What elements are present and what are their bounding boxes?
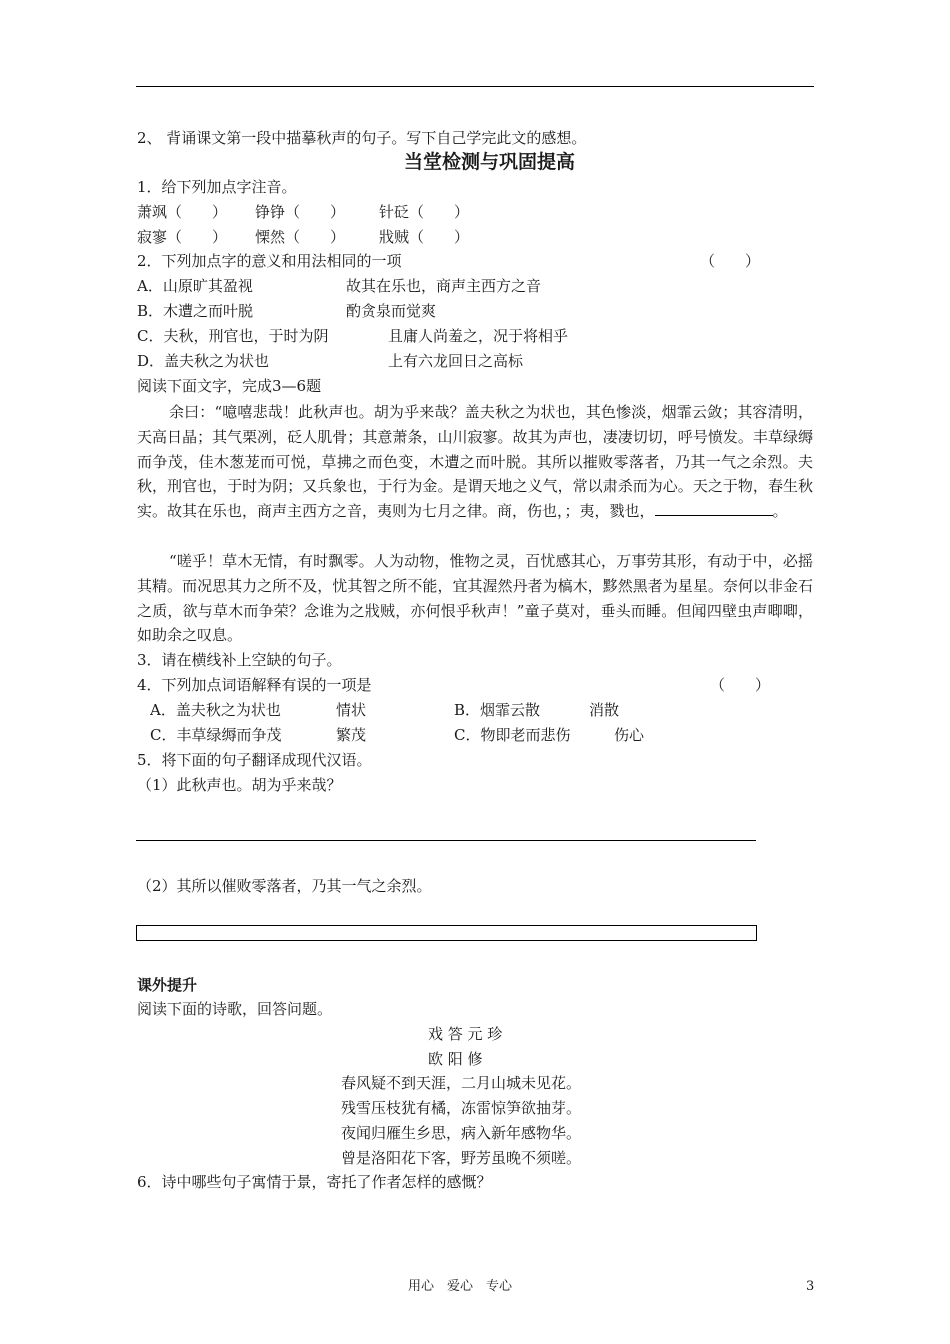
passage-paragraph-1 — [137, 400, 813, 524]
extra-intro: 阅读下面的诗歌，回答问题。 — [137, 1000, 333, 1018]
q1-item: 针砭（ ） — [379, 203, 470, 221]
q4-option-d: C．物即老而悲伤 — [454, 726, 571, 744]
q5-sentence-1: （1）此秋声也。胡为乎来哉？ — [137, 776, 342, 794]
reading-intro: 阅读下面文字，完成3—6题 — [137, 377, 322, 395]
q2-option-d: D．盖夫秋之为状也 — [137, 352, 270, 370]
q4-option-a: A．盖夫秋之为状也 — [150, 701, 281, 719]
q2-option-b-pair: 酌贪泉而觉爽 — [346, 302, 437, 320]
poem-line: 残雪压枝犹有橘，冻雷惊笋欲抽芽。 — [341, 1099, 582, 1117]
q2-option-c-pair: 且庸人尚羞之，况于将相乎 — [388, 327, 569, 345]
q4-option-d-meaning: 伤心 — [614, 726, 645, 744]
q1-item: 萧飒（ ） — [137, 203, 228, 221]
poem-title: 戏 答 元 珍 — [428, 1025, 503, 1043]
q2-option-b: B．木遭之而叶脱 — [137, 302, 254, 320]
q1-item: 铮铮（ ） — [255, 203, 346, 221]
extra-heading: 课外提升 — [137, 976, 198, 994]
passage-end: 。 — [772, 502, 788, 521]
q4-option-c-meaning: 繁茂 — [336, 726, 367, 744]
q4-option-b: B．烟霏云散 — [454, 701, 541, 719]
fill-in-blank[interactable] — [655, 501, 773, 516]
answer-box[interactable] — [136, 925, 757, 941]
q4-answer-bracket: （ ） — [710, 676, 771, 694]
q2-answer-bracket: （ ） — [700, 252, 761, 270]
poem-line: 曾是洛阳花下客，野芳虽晚不须嗟。 — [341, 1149, 582, 1167]
page-number: 3 — [806, 1279, 815, 1294]
q4-option-b-meaning: 消散 — [589, 701, 620, 719]
q2-option-c: C．夫秋，刑官也，于时为阴 — [137, 327, 329, 345]
section-title: 当堂检测与巩固提高 — [404, 151, 576, 173]
passage-text: 余曰：“噫嘻悲哉！此秋声也。胡为乎来哉？盖夫秋之为状也，其色惨淡，烟霏云敛；其容清明，天高日晶；其气栗冽，砭人肌骨；其意萧条，山川寂寥。故其为声也，凄凄切切，呼号愤发。丰草绿缛而争茂，佳木葱茏而可悦，草拂之而色变，木遭之而叶脱。其所以摧败零落者，乃其一气之余烈。夫秋，刑官也，于时为阴；又兵象也，于行为金。是谓天地之义气，常以肃杀而为心。天之于物，春生秋实。故其在乐也，商声主西方之音，夷则为七月之律。商，伤也，；夷，戮也， — [137, 403, 813, 521]
passage-paragraph-2: “嗟乎！草木无情，有时飘零。人为动物，惟物之灵，百忧感其心，万事劳其形，有动于中，必摇其精。而况思其力之所不及，忧其智之所不能，宜其渥然丹者为槁木，黟然黑者为星星。奈何以非金石之质，欲与草木而争荣？念谁为之戕贼，亦何恨乎秋声！”童子莫对，垂头而睡。但闻四壁虫声唧唧，如助余之叹息。 — [137, 552, 813, 645]
q6-prompt: 6．诗中哪些句子寓情于景，寄托了作者怎样的感慨？ — [137, 1173, 492, 1191]
q5-sentence-2: （2）其所以催败零落者，乃其一气之余烈。 — [137, 877, 432, 895]
q4-option-c: C．丰草绿缛而争茂 — [150, 726, 282, 744]
q5-prompt: 5．将下面的句子翻译成现代汉语。 — [137, 751, 372, 769]
q1-item: 戕贼（ ） — [379, 228, 470, 246]
q2-prompt: 2．下列加点字的意义和用法相同的一项 — [137, 252, 402, 270]
q3-prompt: 3．请在横线补上空缺的句子。 — [137, 651, 342, 669]
poem-line: 夜闻归雁生乡思，病入新年感物华。 — [341, 1124, 582, 1142]
footer-motto: 用心 爱心 专心 — [408, 1279, 513, 1294]
q1-prompt: 1．给下列加点字注音。 — [137, 178, 297, 196]
q1-item: 寂寥（ ） — [137, 228, 228, 246]
q2-option-a-pair: 故其在乐也，商声主西方之音 — [346, 277, 542, 295]
answer-line[interactable] — [136, 840, 756, 841]
q2-option-d-pair: 上有六龙回日之高标 — [388, 352, 524, 370]
q4-prompt: 4．下列加点词语解释有误的一项是 — [137, 676, 372, 694]
q1-item: 慄然（ ） — [255, 228, 346, 246]
recite-question: 2、 背诵课文第一段中描摹秋声的句子。写下自己学完此文的感想。 — [137, 129, 587, 147]
q2-option-a: A．山原旷其盈视 — [137, 277, 253, 295]
poem-line: 春风疑不到天涯，二月山城未见花。 — [341, 1074, 582, 1092]
q4-option-a-meaning: 情状 — [336, 701, 367, 719]
poem-author: 欧 阳 修 — [428, 1050, 483, 1068]
header-rule — [136, 86, 814, 87]
